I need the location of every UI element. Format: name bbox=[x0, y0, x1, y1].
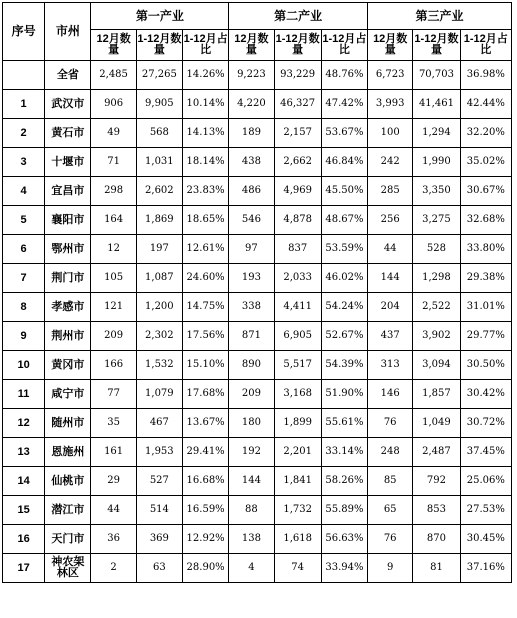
row-index: 8 bbox=[3, 293, 45, 322]
row-city: 潜江市 bbox=[45, 496, 91, 525]
table-row bbox=[3, 148, 512, 177]
secondary-dec-count-cell: 209 bbox=[229, 380, 274, 409]
tertiary-ytd-count-cell: 1,298 bbox=[413, 264, 460, 293]
row-index: 3 bbox=[3, 148, 45, 177]
header-primary-industry: 第一产业 bbox=[91, 3, 229, 30]
primary-dec-count-cell: 36 bbox=[91, 525, 136, 554]
table-row bbox=[3, 351, 512, 380]
tertiary-ytd-count-cell: 2,522 bbox=[413, 293, 460, 322]
tertiary-ytd-count-cell: 3,275 bbox=[413, 206, 460, 235]
secondary-ytd-share-cell: 54.39% bbox=[321, 351, 367, 380]
secondary-ytd-share-cell: 51.90% bbox=[321, 380, 367, 409]
primary-ytd-share-cell: 16.68% bbox=[182, 467, 228, 496]
row-city: 天门市 bbox=[45, 525, 91, 554]
row-city: 黄石市 bbox=[45, 119, 91, 148]
tertiary-dec-count-cell: 242 bbox=[368, 148, 413, 177]
primary-ytd-share-cell: 13.67% bbox=[182, 409, 228, 438]
row-index: 5 bbox=[3, 206, 45, 235]
secondary-dec-count-cell: 9,223 bbox=[229, 61, 274, 90]
primary-ytd-count-cell: 9,905 bbox=[136, 90, 182, 119]
header-dec-count: 12月数量 bbox=[368, 30, 413, 61]
primary-dec-count-cell: 77 bbox=[91, 380, 136, 409]
primary-ytd-count-cell: 197 bbox=[136, 235, 182, 264]
table-row bbox=[3, 235, 512, 264]
tertiary-ytd-share-cell: 32.20% bbox=[460, 119, 511, 148]
header-ytd-count: 1-12月数量 bbox=[136, 30, 182, 61]
secondary-ytd-count-cell: 2,662 bbox=[274, 148, 321, 177]
row-city: 恩施州 bbox=[45, 438, 91, 467]
primary-dec-count-cell: 121 bbox=[91, 293, 136, 322]
tertiary-dec-count-cell: 144 bbox=[368, 264, 413, 293]
primary-ytd-count-cell: 63 bbox=[136, 554, 182, 583]
primary-dec-count-cell: 105 bbox=[91, 264, 136, 293]
primary-ytd-share-cell: 14.26% bbox=[182, 61, 228, 90]
primary-ytd-share-cell: 12.92% bbox=[182, 525, 228, 554]
secondary-ytd-share-cell: 52.67% bbox=[321, 322, 367, 351]
primary-ytd-count-cell: 369 bbox=[136, 525, 182, 554]
tertiary-dec-count-cell: 100 bbox=[368, 119, 413, 148]
primary-ytd-share-cell: 23.83% bbox=[182, 177, 228, 206]
row-city: 十堰市 bbox=[45, 148, 91, 177]
row-index: 6 bbox=[3, 235, 45, 264]
row-city: 仙桃市 bbox=[45, 467, 91, 496]
secondary-ytd-count-cell: 6,905 bbox=[274, 322, 321, 351]
primary-ytd-count-cell: 27,265 bbox=[136, 61, 182, 90]
header-index: 序号 bbox=[3, 3, 45, 61]
table-row bbox=[3, 554, 512, 583]
primary-dec-count-cell: 209 bbox=[91, 322, 136, 351]
primary-ytd-count-cell: 1,079 bbox=[136, 380, 182, 409]
table-row bbox=[3, 90, 512, 119]
primary-dec-count-cell: 44 bbox=[91, 496, 136, 525]
tertiary-ytd-share-cell: 30.45% bbox=[460, 525, 511, 554]
row-index: 11 bbox=[3, 380, 45, 409]
primary-ytd-share-cell: 24.60% bbox=[182, 264, 228, 293]
tertiary-ytd-count-cell: 3,094 bbox=[413, 351, 460, 380]
tertiary-ytd-share-cell: 29.38% bbox=[460, 264, 511, 293]
row-index: 1 bbox=[3, 90, 45, 119]
primary-ytd-count-cell: 568 bbox=[136, 119, 182, 148]
tertiary-ytd-share-cell: 25.06% bbox=[460, 467, 511, 496]
secondary-dec-count-cell: 338 bbox=[229, 293, 274, 322]
primary-ytd-count-cell: 467 bbox=[136, 409, 182, 438]
secondary-ytd-count-cell: 1,618 bbox=[274, 525, 321, 554]
row-city: 神农架林区 bbox=[45, 554, 91, 583]
header-secondary-industry: 第二产业 bbox=[229, 3, 368, 30]
secondary-ytd-share-cell: 46.84% bbox=[321, 148, 367, 177]
tertiary-ytd-share-cell: 27.53% bbox=[460, 496, 511, 525]
secondary-ytd-count-cell: 4,878 bbox=[274, 206, 321, 235]
table-row bbox=[3, 119, 512, 148]
primary-ytd-count-cell: 1,200 bbox=[136, 293, 182, 322]
primary-ytd-count-cell: 1,953 bbox=[136, 438, 182, 467]
tertiary-ytd-count-cell: 1,294 bbox=[413, 119, 460, 148]
primary-ytd-share-cell: 29.41% bbox=[182, 438, 228, 467]
row-city: 黄冈市 bbox=[45, 351, 91, 380]
tertiary-dec-count-cell: 85 bbox=[368, 467, 413, 496]
row-city: 荆门市 bbox=[45, 264, 91, 293]
row-index: 2 bbox=[3, 119, 45, 148]
table-row bbox=[3, 322, 512, 351]
primary-dec-count-cell: 166 bbox=[91, 351, 136, 380]
secondary-ytd-share-cell: 56.63% bbox=[321, 525, 367, 554]
row-index bbox=[3, 61, 45, 90]
primary-dec-count-cell: 161 bbox=[91, 438, 136, 467]
tertiary-ytd-count-cell: 792 bbox=[413, 467, 460, 496]
primary-ytd-count-cell: 1,031 bbox=[136, 148, 182, 177]
secondary-dec-count-cell: 138 bbox=[229, 525, 274, 554]
row-city: 全省 bbox=[45, 61, 91, 90]
secondary-dec-count-cell: 193 bbox=[229, 264, 274, 293]
secondary-dec-count-cell: 4 bbox=[229, 554, 274, 583]
tertiary-ytd-count-cell: 70,703 bbox=[413, 61, 460, 90]
primary-ytd-share-cell: 28.90% bbox=[182, 554, 228, 583]
table-row bbox=[3, 293, 512, 322]
header-ytd-count: 1-12月数量 bbox=[274, 30, 321, 61]
primary-ytd-share-cell: 17.56% bbox=[182, 322, 228, 351]
tertiary-ytd-count-cell: 41,461 bbox=[413, 90, 460, 119]
primary-ytd-count-cell: 2,602 bbox=[136, 177, 182, 206]
secondary-ytd-share-cell: 58.26% bbox=[321, 467, 367, 496]
header-ytd-share: 1-12月占比 bbox=[460, 30, 511, 61]
header-ytd-share: 1-12月占比 bbox=[321, 30, 367, 61]
row-city: 鄂州市 bbox=[45, 235, 91, 264]
tertiary-ytd-share-cell: 30.50% bbox=[460, 351, 511, 380]
primary-dec-count-cell: 2,485 bbox=[91, 61, 136, 90]
row-index: 7 bbox=[3, 264, 45, 293]
secondary-ytd-share-cell: 46.02% bbox=[321, 264, 367, 293]
tertiary-ytd-count-cell: 3,902 bbox=[413, 322, 460, 351]
row-index: 13 bbox=[3, 438, 45, 467]
table-row bbox=[3, 177, 512, 206]
secondary-ytd-count-cell: 46,327 bbox=[274, 90, 321, 119]
tertiary-ytd-share-cell: 29.77% bbox=[460, 322, 511, 351]
secondary-ytd-count-cell: 4,969 bbox=[274, 177, 321, 206]
primary-ytd-count-cell: 2,302 bbox=[136, 322, 182, 351]
primary-dec-count-cell: 906 bbox=[91, 90, 136, 119]
primary-ytd-count-cell: 527 bbox=[136, 467, 182, 496]
tertiary-dec-count-cell: 256 bbox=[368, 206, 413, 235]
secondary-ytd-count-cell: 1,899 bbox=[274, 409, 321, 438]
primary-ytd-count-cell: 514 bbox=[136, 496, 182, 525]
header-city: 市州 bbox=[45, 3, 91, 61]
tertiary-ytd-share-cell: 42.44% bbox=[460, 90, 511, 119]
secondary-ytd-share-cell: 53.59% bbox=[321, 235, 367, 264]
secondary-dec-count-cell: 192 bbox=[229, 438, 274, 467]
row-index: 12 bbox=[3, 409, 45, 438]
tertiary-ytd-share-cell: 36.98% bbox=[460, 61, 511, 90]
secondary-dec-count-cell: 438 bbox=[229, 148, 274, 177]
table-row bbox=[3, 467, 512, 496]
tertiary-dec-count-cell: 6,723 bbox=[368, 61, 413, 90]
secondary-ytd-count-cell: 5,517 bbox=[274, 351, 321, 380]
row-index: 4 bbox=[3, 177, 45, 206]
secondary-dec-count-cell: 871 bbox=[229, 322, 274, 351]
primary-ytd-share-cell: 17.68% bbox=[182, 380, 228, 409]
tertiary-ytd-count-cell: 1,990 bbox=[413, 148, 460, 177]
tertiary-ytd-count-cell: 3,350 bbox=[413, 177, 460, 206]
secondary-dec-count-cell: 189 bbox=[229, 119, 274, 148]
industry-statistics-table bbox=[2, 2, 512, 583]
secondary-ytd-share-cell: 55.61% bbox=[321, 409, 367, 438]
primary-dec-count-cell: 29 bbox=[91, 467, 136, 496]
primary-dec-count-cell: 164 bbox=[91, 206, 136, 235]
primary-dec-count-cell: 2 bbox=[91, 554, 136, 583]
tertiary-ytd-count-cell: 2,487 bbox=[413, 438, 460, 467]
tertiary-ytd-share-cell: 37.45% bbox=[460, 438, 511, 467]
tertiary-ytd-share-cell: 30.72% bbox=[460, 409, 511, 438]
tertiary-dec-count-cell: 76 bbox=[368, 525, 413, 554]
table-row bbox=[3, 496, 512, 525]
secondary-dec-count-cell: 4,220 bbox=[229, 90, 274, 119]
primary-ytd-count-cell: 1,087 bbox=[136, 264, 182, 293]
secondary-ytd-count-cell: 3,168 bbox=[274, 380, 321, 409]
header-tertiary-industry: 第三产业 bbox=[368, 3, 512, 30]
secondary-ytd-count-cell: 2,201 bbox=[274, 438, 321, 467]
tertiary-ytd-share-cell: 32.68% bbox=[460, 206, 511, 235]
tertiary-dec-count-cell: 76 bbox=[368, 409, 413, 438]
secondary-ytd-count-cell: 1,732 bbox=[274, 496, 321, 525]
primary-ytd-share-cell: 10.14% bbox=[182, 90, 228, 119]
primary-dec-count-cell: 35 bbox=[91, 409, 136, 438]
secondary-ytd-share-cell: 48.76% bbox=[321, 61, 367, 90]
row-city: 随州市 bbox=[45, 409, 91, 438]
tertiary-dec-count-cell: 285 bbox=[368, 177, 413, 206]
secondary-ytd-count-cell: 2,033 bbox=[274, 264, 321, 293]
tertiary-dec-count-cell: 44 bbox=[368, 235, 413, 264]
table-row bbox=[3, 380, 512, 409]
tertiary-dec-count-cell: 3,993 bbox=[368, 90, 413, 119]
secondary-ytd-share-cell: 54.24% bbox=[321, 293, 367, 322]
table-header bbox=[3, 3, 512, 61]
row-city: 荆州市 bbox=[45, 322, 91, 351]
primary-dec-count-cell: 71 bbox=[91, 148, 136, 177]
secondary-ytd-count-cell: 4,411 bbox=[274, 293, 321, 322]
tertiary-dec-count-cell: 146 bbox=[368, 380, 413, 409]
table-row bbox=[3, 438, 512, 467]
secondary-ytd-count-cell: 74 bbox=[274, 554, 321, 583]
secondary-ytd-count-cell: 1,841 bbox=[274, 467, 321, 496]
table-row bbox=[3, 525, 512, 554]
tertiary-dec-count-cell: 9 bbox=[368, 554, 413, 583]
tertiary-dec-count-cell: 204 bbox=[368, 293, 413, 322]
primary-ytd-share-cell: 14.13% bbox=[182, 119, 228, 148]
tertiary-ytd-share-cell: 30.67% bbox=[460, 177, 511, 206]
primary-ytd-share-cell: 18.65% bbox=[182, 206, 228, 235]
primary-dec-count-cell: 49 bbox=[91, 119, 136, 148]
secondary-ytd-count-cell: 2,157 bbox=[274, 119, 321, 148]
row-index: 17 bbox=[3, 554, 45, 583]
secondary-dec-count-cell: 144 bbox=[229, 467, 274, 496]
header-ytd-count: 1-12月数量 bbox=[413, 30, 460, 61]
table-body bbox=[3, 61, 512, 583]
secondary-dec-count-cell: 486 bbox=[229, 177, 274, 206]
primary-ytd-count-cell: 1,869 bbox=[136, 206, 182, 235]
row-city: 咸宁市 bbox=[45, 380, 91, 409]
row-index: 15 bbox=[3, 496, 45, 525]
secondary-ytd-share-cell: 33.14% bbox=[321, 438, 367, 467]
secondary-ytd-count-cell: 837 bbox=[274, 235, 321, 264]
row-index: 9 bbox=[3, 322, 45, 351]
header-ytd-share: 1-12月占比 bbox=[182, 30, 228, 61]
table-row bbox=[3, 206, 512, 235]
primary-ytd-share-cell: 12.61% bbox=[182, 235, 228, 264]
primary-ytd-share-cell: 15.10% bbox=[182, 351, 228, 380]
row-index: 16 bbox=[3, 525, 45, 554]
tertiary-ytd-count-cell: 853 bbox=[413, 496, 460, 525]
table-row bbox=[3, 61, 512, 90]
row-city: 襄阳市 bbox=[45, 206, 91, 235]
tertiary-ytd-count-cell: 1,857 bbox=[413, 380, 460, 409]
secondary-ytd-share-cell: 47.42% bbox=[321, 90, 367, 119]
secondary-dec-count-cell: 88 bbox=[229, 496, 274, 525]
row-city: 武汉市 bbox=[45, 90, 91, 119]
row-city: 孝感市 bbox=[45, 293, 91, 322]
secondary-ytd-count-cell: 93,229 bbox=[274, 61, 321, 90]
primary-ytd-count-cell: 1,532 bbox=[136, 351, 182, 380]
secondary-dec-count-cell: 97 bbox=[229, 235, 274, 264]
secondary-ytd-share-cell: 53.67% bbox=[321, 119, 367, 148]
tertiary-ytd-share-cell: 30.42% bbox=[460, 380, 511, 409]
tertiary-dec-count-cell: 248 bbox=[368, 438, 413, 467]
table-row bbox=[3, 409, 512, 438]
secondary-dec-count-cell: 890 bbox=[229, 351, 274, 380]
tertiary-ytd-count-cell: 870 bbox=[413, 525, 460, 554]
tertiary-ytd-count-cell: 81 bbox=[413, 554, 460, 583]
row-index: 14 bbox=[3, 467, 45, 496]
primary-dec-count-cell: 298 bbox=[91, 177, 136, 206]
row-index: 10 bbox=[3, 351, 45, 380]
secondary-dec-count-cell: 546 bbox=[229, 206, 274, 235]
header-dec-count: 12月数量 bbox=[229, 30, 274, 61]
tertiary-ytd-share-cell: 35.02% bbox=[460, 148, 511, 177]
secondary-ytd-share-cell: 45.50% bbox=[321, 177, 367, 206]
page-bottom-margin bbox=[0, 604, 517, 618]
tertiary-dec-count-cell: 313 bbox=[368, 351, 413, 380]
secondary-ytd-share-cell: 48.67% bbox=[321, 206, 367, 235]
primary-dec-count-cell: 12 bbox=[91, 235, 136, 264]
row-city: 宜昌市 bbox=[45, 177, 91, 206]
tertiary-dec-count-cell: 65 bbox=[368, 496, 413, 525]
tertiary-dec-count-cell: 437 bbox=[368, 322, 413, 351]
secondary-dec-count-cell: 180 bbox=[229, 409, 274, 438]
tertiary-ytd-count-cell: 1,049 bbox=[413, 409, 460, 438]
secondary-ytd-share-cell: 33.94% bbox=[321, 554, 367, 583]
table-row bbox=[3, 264, 512, 293]
tertiary-ytd-share-cell: 31.01% bbox=[460, 293, 511, 322]
secondary-ytd-share-cell: 55.89% bbox=[321, 496, 367, 525]
primary-ytd-share-cell: 14.75% bbox=[182, 293, 228, 322]
header-dec-count: 12月数量 bbox=[91, 30, 136, 61]
tertiary-ytd-share-cell: 33.80% bbox=[460, 235, 511, 264]
tertiary-ytd-count-cell: 528 bbox=[413, 235, 460, 264]
primary-ytd-share-cell: 16.59% bbox=[182, 496, 228, 525]
tertiary-ytd-share-cell: 37.16% bbox=[460, 554, 511, 583]
primary-ytd-share-cell: 18.14% bbox=[182, 148, 228, 177]
